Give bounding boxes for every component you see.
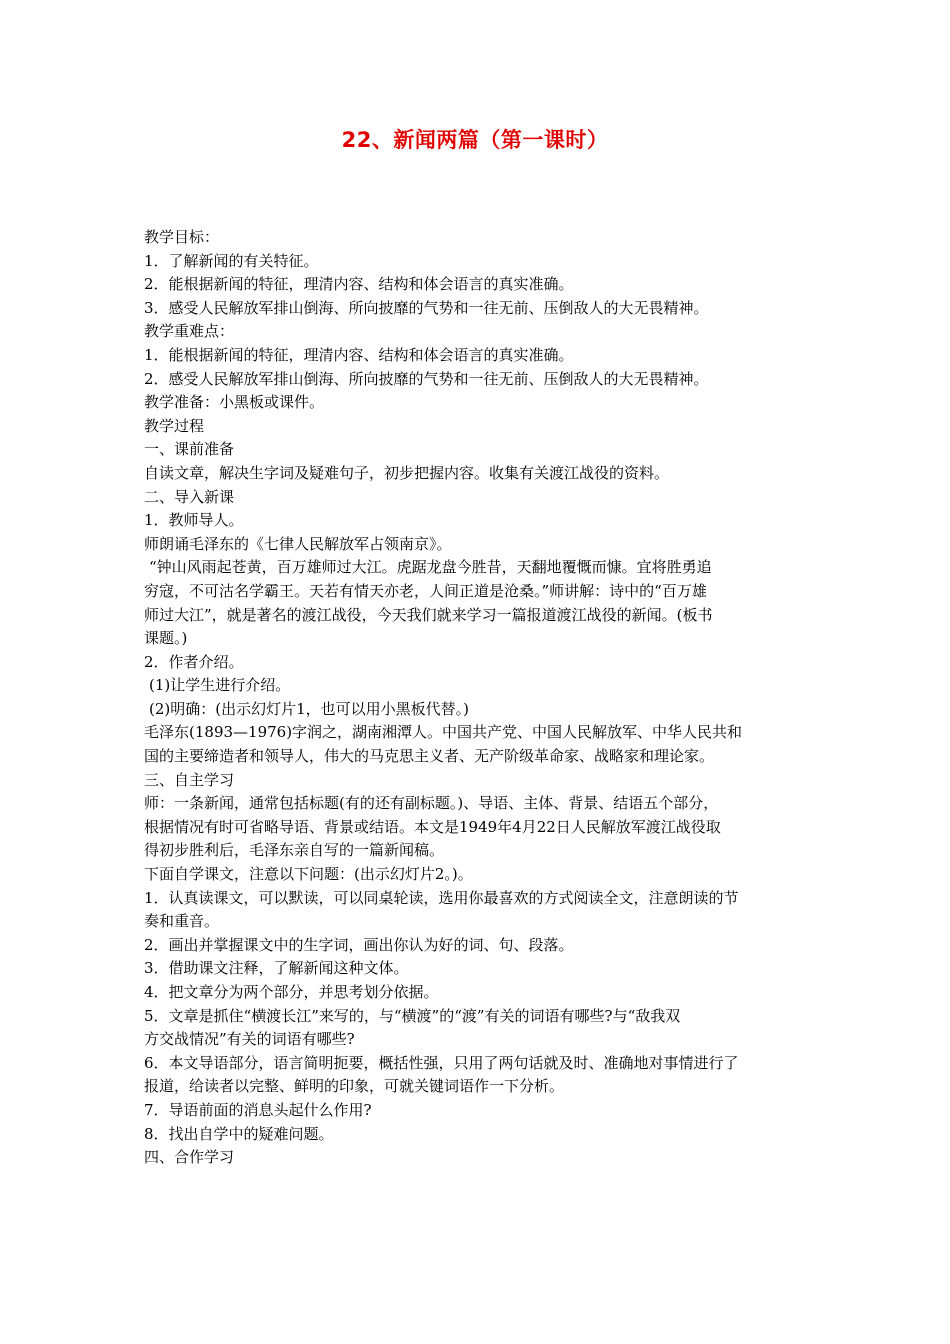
step-heading-2: 二、导入新课 [144, 487, 235, 506]
paragraph-line: 得初步胜利后，毛泽东亲自写的一篇新闻稿。 [144, 841, 445, 860]
paragraph-line: 课题。) [144, 629, 188, 648]
document-body [144, 226, 812, 1170]
objective-3: 3．感受人民解放军排山倒海、所向披靡的气势和一往无前、压倒敌人的大无畏精神。 [144, 298, 709, 317]
poem-line: 穷寇，不可沽名学霸王。天若有情天亦老，人间正道是沧桑。”师讲解：诗中的“百万雄 [144, 581, 707, 600]
paragraph-line: 1．教师导人。 [144, 511, 244, 530]
paragraph-line: (1)让学生进行介绍。 [149, 676, 291, 695]
list-item: 3．借助课文注释，了解新闻这种文体。 [144, 959, 409, 978]
document-title: 22、新闻两篇（第一课时） [341, 128, 609, 152]
paragraph-line: 师：一条新闻，通常包括标题(有的还有副标题。)、导语、主体、背景、结语五个部分， [144, 794, 719, 813]
paragraph-line: (2)明确：(出示幻灯片1，也可以用小黑板代替。) [149, 699, 469, 718]
paragraph-line: 下面自学课文，注意以下问题：(出示幻灯片2。)。 [144, 865, 473, 884]
key-point-1: 1．能根据新闻的特征，理清内容、结构和体会语言的真实准确。 [144, 345, 574, 364]
paragraph-line: 根据情况有时可省略导语、背景或结语。本文是1949年4月22日人民解放军渡江战役取 [144, 817, 721, 836]
list-item: 7．导语前面的消息头起什么作用? [144, 1100, 372, 1119]
step-heading-1: 一、课前准备 [144, 440, 235, 459]
key-point-2: 2．感受人民解放军排山倒海、所向披靡的气势和一往无前、压倒敌人的大无畏精神。 [144, 369, 709, 388]
list-item: 方交战情况”有关的词语有哪些? [144, 1030, 355, 1049]
paragraph-line: 师朗诵毛泽东的《七律人民解放军占领南京》。 [144, 534, 452, 553]
list-item: 奏和重音。 [144, 912, 220, 931]
list-item: 5．文章是抓住“横渡长江”来写的，与“横渡”的“渡”有关的词语有哪些?与“敌我双 [144, 1006, 681, 1025]
section-heading-key-points: 教学重难点： [144, 322, 235, 341]
objective-2: 2．能根据新闻的特征，理清内容、结构和体会语言的真实准确。 [144, 275, 574, 294]
list-item: 报道，给读者以完整、鲜明的印象，可就关键词语作一下分析。 [144, 1077, 565, 1096]
section-heading-objectives: 教学目标： [144, 228, 220, 246]
list-item: 8．找出自学中的疑难问题。 [144, 1124, 334, 1143]
list-item: 6．本文导语部分，语言简明扼要，概括性强，只用了两句话就及时、准确地对事情进行了 [144, 1053, 739, 1072]
paragraph-line: 自读文章，解决生字词及疑难句子，初步把握内容。收集有关渡江战役的资料。 [144, 463, 670, 482]
paragraph-line: 师过大江”，就是著名的渡江战役，今天我们就来学习一篇报道渡江战役的新闻。(板书 [144, 605, 713, 624]
section-heading-process: 教学过程 [144, 416, 205, 435]
paragraph-line: 2．作者介绍。 [144, 652, 244, 671]
objective-1: 1．了解新闻的有关特征。 [144, 251, 319, 270]
list-item: 2．画出并掌握课文中的生字词，画出你认为好的词、句、段落。 [144, 935, 574, 954]
step-heading-3: 三、自主学习 [144, 770, 235, 789]
poem-line: “钟山风雨起苍黄，百万雄师过大江。虎踞龙盘今胜昔，天翻地覆慨而慷。宜将胜勇追 [149, 558, 712, 577]
step-heading-4: 四、合作学习 [144, 1148, 235, 1167]
list-item: 1．认真读课文，可以默读，可以同桌轮读，选用你最喜欢的方式阅读全文，注意朗读的节 [144, 888, 739, 907]
teaching-preparation: 教学准备：小黑板或课件。 [144, 393, 325, 412]
paragraph-line: 毛泽东(1893—1976)字润之，湖南湘潭人。中国共产党、中国人民解放军、中华人民共和 [144, 723, 743, 742]
paragraph-line: 国的主要缔造者和领导人，伟大的马克思主义者、无产阶级革命家、战略家和理论家。 [144, 747, 715, 766]
list-item: 4．把文章分为两个部分，并思考划分依据。 [144, 983, 439, 1001]
